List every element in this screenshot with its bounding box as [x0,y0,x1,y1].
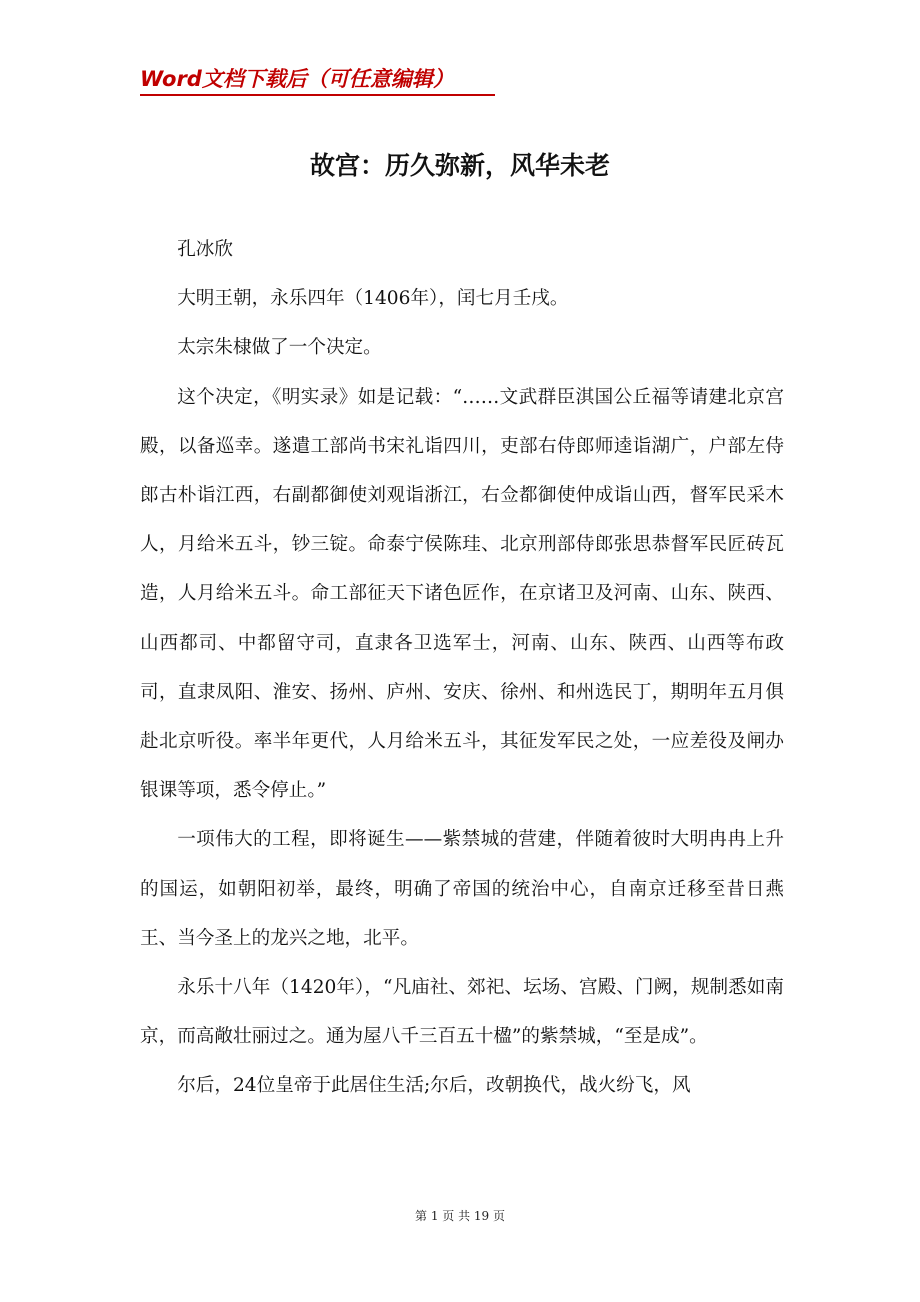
download-header [140,64,492,98]
paragraph: 这个决定，《明实录》如是记载：“……文武群臣淇国公丘福等请建北京宫殿，以备巡幸。遂遣工部尚书宋礼诣四川，吏部右侍郎师逵诣湖广，户部左侍郎古朴诣江西，右副都御使刘观诣浙江，右佥都御使仲成诣山西，督军民采木人，月给米五斗，钞三锭。命泰宁侯陈珪、北京刑部侍郎张思恭督军民匠砖瓦造，人月给米五斗。命工部征天下诸色匠作，在京诸卫及河南、山东、陕西、山西都司、中都留守司，直隶各卫选军士，河南、山东、陕西、山西等布政司，直隶凤阳、淮安、扬州、庐州、安庆、徐州、和州选民丁，期明年五月俱赴北京听役。率半年更代，人月给米五斗，其征发军民之处，一应差役及闸办银课等项，悉令停止。” [140,386,784,802]
article-title: 故宫：历久弥新，风华未老 [309,151,610,180]
author-line: 孔冰欣 [177,239,233,260]
paragraph: 大明王朝，永乐四年（1406年），闰七月壬戌。 [177,288,569,310]
header-text: Word文档下载后（可任意编辑） [140,67,454,91]
paragraph: 尔后，24位皇帝于此居住生活;尔后，改朝换代，战火纷飞，风 [177,1075,691,1097]
paragraph: 一项伟大的工程，即将诞生——紫禁城的营建，伴随着彼时大明冉冉上升的国运，如朝阳初举，最终，明确了帝国的统治中心，自南京迁移至昔日燕王、当今圣上的龙兴之地，北平。 [140,829,784,949]
paragraph: 永乐十八年（1420年），“凡庙社、郊祀、坛场、宫殿、门阙，规制悉如南京，而高敞壮丽过之。通为屋八千三百五十楹”的紫禁城，“至是成”。 [140,977,784,1048]
header-underline [140,94,495,96]
page-number-footer: 第 1 页 共 19 页 [415,1209,505,1223]
paragraph: 太宗朱棣做了一个决定。 [177,337,382,359]
article-body [140,225,784,1111]
